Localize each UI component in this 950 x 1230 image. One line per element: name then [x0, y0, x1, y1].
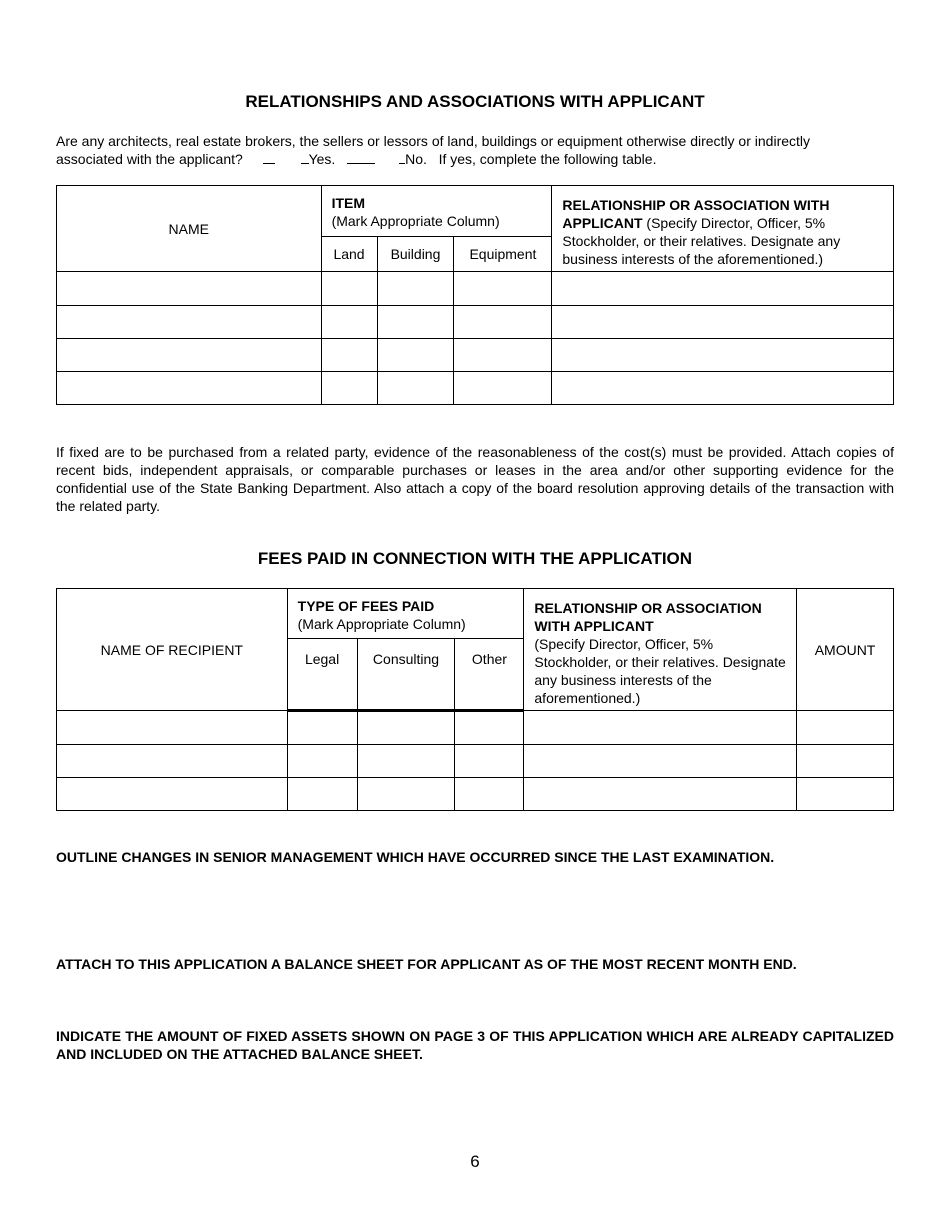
equipment-cell[interactable] — [454, 339, 552, 372]
recipient-header: NAME OF RECIPIENT — [57, 589, 288, 711]
amount-cell[interactable] — [797, 711, 894, 745]
name-header: NAME — [57, 186, 322, 272]
outline-heading: OUTLINE CHANGES IN SENIOR MANAGEMENT WHICH HAVE OCCURRED SINCE THE LAST EXAMINATION. — [56, 849, 775, 865]
amount-cell[interactable] — [797, 778, 894, 811]
equipment-cell[interactable] — [454, 306, 552, 339]
col-legal: Legal — [287, 639, 357, 711]
other-cell[interactable] — [455, 778, 524, 811]
relationship-cell[interactable] — [552, 272, 894, 306]
equipment-cell[interactable] — [454, 372, 552, 405]
fee-type-title: TYPE OF FEES PAID — [297, 598, 435, 614]
table-row — [57, 306, 894, 339]
legal-cell[interactable] — [287, 745, 357, 778]
relationship-header-bold2: APPLICANT — [562, 215, 643, 231]
equipment-cell[interactable] — [454, 272, 552, 306]
recipient-cell[interactable] — [57, 778, 288, 811]
section1-title: RELATIONSHIPS AND ASSOCIATIONS WITH APPLICANT — [245, 92, 705, 111]
name-cell[interactable] — [57, 306, 322, 339]
building-cell[interactable] — [377, 306, 454, 339]
question-line2-a: associated with the applicant? — [56, 151, 243, 167]
land-cell[interactable] — [321, 306, 377, 339]
amount-cell[interactable] — [797, 745, 894, 778]
item-header-sub: (Mark Appropriate Column) — [331, 213, 500, 229]
table-row — [57, 778, 894, 811]
item-header — [321, 186, 552, 237]
legal-cell[interactable] — [287, 711, 357, 745]
land-cell[interactable] — [321, 272, 377, 306]
relationship-cell[interactable] — [552, 339, 894, 372]
indicate-heading: INDICATE THE AMOUNT OF FIXED ASSETS SHOWN ON PAGE 3 OF THIS APPLICATION WHICH ARE ALREADY CAPITALIZED AND INCLUDED ON THE ATTACHED BALANCE SHEET. — [56, 1028, 894, 1062]
item-header-title: ITEM — [331, 195, 366, 211]
other-cell[interactable] — [455, 711, 524, 745]
yes-label: Yes. — [308, 151, 336, 167]
page-number: 6 — [470, 1152, 480, 1171]
recipient-cell[interactable] — [57, 745, 288, 778]
fee-type-sub: (Mark Appropriate Column) — [297, 616, 466, 632]
relationships-table — [56, 185, 894, 405]
table-row — [57, 372, 894, 405]
land-cell[interactable] — [321, 339, 377, 372]
fee-relationship-bold: RELATIONSHIP OR ASSOCIATION WITH APPLICANT — [534, 600, 762, 634]
building-cell[interactable] — [377, 339, 454, 372]
name-cell[interactable] — [57, 272, 322, 306]
consulting-cell[interactable] — [357, 711, 455, 745]
no-label: No. — [405, 151, 427, 167]
table-row — [57, 745, 894, 778]
building-cell[interactable] — [377, 372, 454, 405]
fee-relationship-rest: (Specify Director, Officer, 5% Stockholder, or their relatives. Designate any business interests of the aforementioned.) — [534, 636, 786, 706]
table-row — [57, 339, 894, 372]
section2-title: FEES PAID IN CONNECTION WITH THE APPLICATION — [257, 549, 693, 568]
table-row — [57, 272, 894, 306]
fee-relationship-cell[interactable] — [524, 778, 797, 811]
consulting-cell[interactable] — [357, 745, 455, 778]
relationship-header-bold1: RELATIONSHIP OR ASSOCIATION WITH — [562, 197, 830, 213]
name-cell[interactable] — [57, 339, 322, 372]
building-cell[interactable] — [377, 272, 454, 306]
attach-heading: ATTACH TO THIS APPLICATION A BALANCE SHEET FOR APPLICANT AS OF THE MOST RECENT MONTH END. — [56, 956, 797, 972]
relationship-header-rest1: (Specify Director, Officer, 5% — [642, 215, 826, 231]
question-line2-b: If yes, complete the following table. — [438, 151, 657, 167]
relationship-header-rest2: Stockholder, or their relatives. Designate any business interests of the aforementioned.) — [562, 233, 841, 267]
relationship-cell[interactable] — [552, 372, 894, 405]
yes-blank-2[interactable] — [301, 151, 309, 164]
fee-type-header — [287, 589, 524, 639]
fee-relationship-cell[interactable] — [524, 711, 797, 745]
fee-relationship-header — [524, 589, 797, 711]
question-line1: Are any architects, real estate brokers, the sellers or lessors of land, buildings or equipment otherwise directly or indirectly — [56, 133, 811, 149]
relationship-cell[interactable] — [552, 306, 894, 339]
land-cell[interactable] — [321, 372, 377, 405]
relationship-question — [56, 132, 894, 168]
col-building: Building — [377, 237, 454, 272]
fees-table — [56, 588, 894, 811]
question-line2 — [56, 150, 894, 168]
col-equipment: Equipment — [454, 237, 552, 272]
relationship-header — [552, 186, 894, 272]
related-party-paragraph: If fixed are to be purchased from a related party, evidence of the reasonableness of the cost(s) must be provided. Attach copies of recent bids, independent appraisals, or comparable purchases or leases in the area and/or other supporting evidence for the confidential use of the State Banking Department. Also attach a copy of the board resolution approving details of the transaction with the related party. — [56, 444, 894, 514]
consulting-cell[interactable] — [357, 778, 455, 811]
col-other: Other — [455, 639, 524, 711]
other-cell[interactable] — [455, 745, 524, 778]
table-row — [57, 711, 894, 745]
col-land: Land — [321, 237, 377, 272]
yes-blank-1[interactable] — [263, 151, 275, 164]
recipient-cell[interactable] — [57, 711, 288, 745]
col-consulting: Consulting — [357, 639, 455, 711]
amount-header: AMOUNT — [797, 589, 894, 711]
no-blank-1[interactable] — [347, 151, 375, 164]
legal-cell[interactable] — [287, 778, 357, 811]
name-cell[interactable] — [57, 372, 322, 405]
fee-relationship-cell[interactable] — [524, 745, 797, 778]
